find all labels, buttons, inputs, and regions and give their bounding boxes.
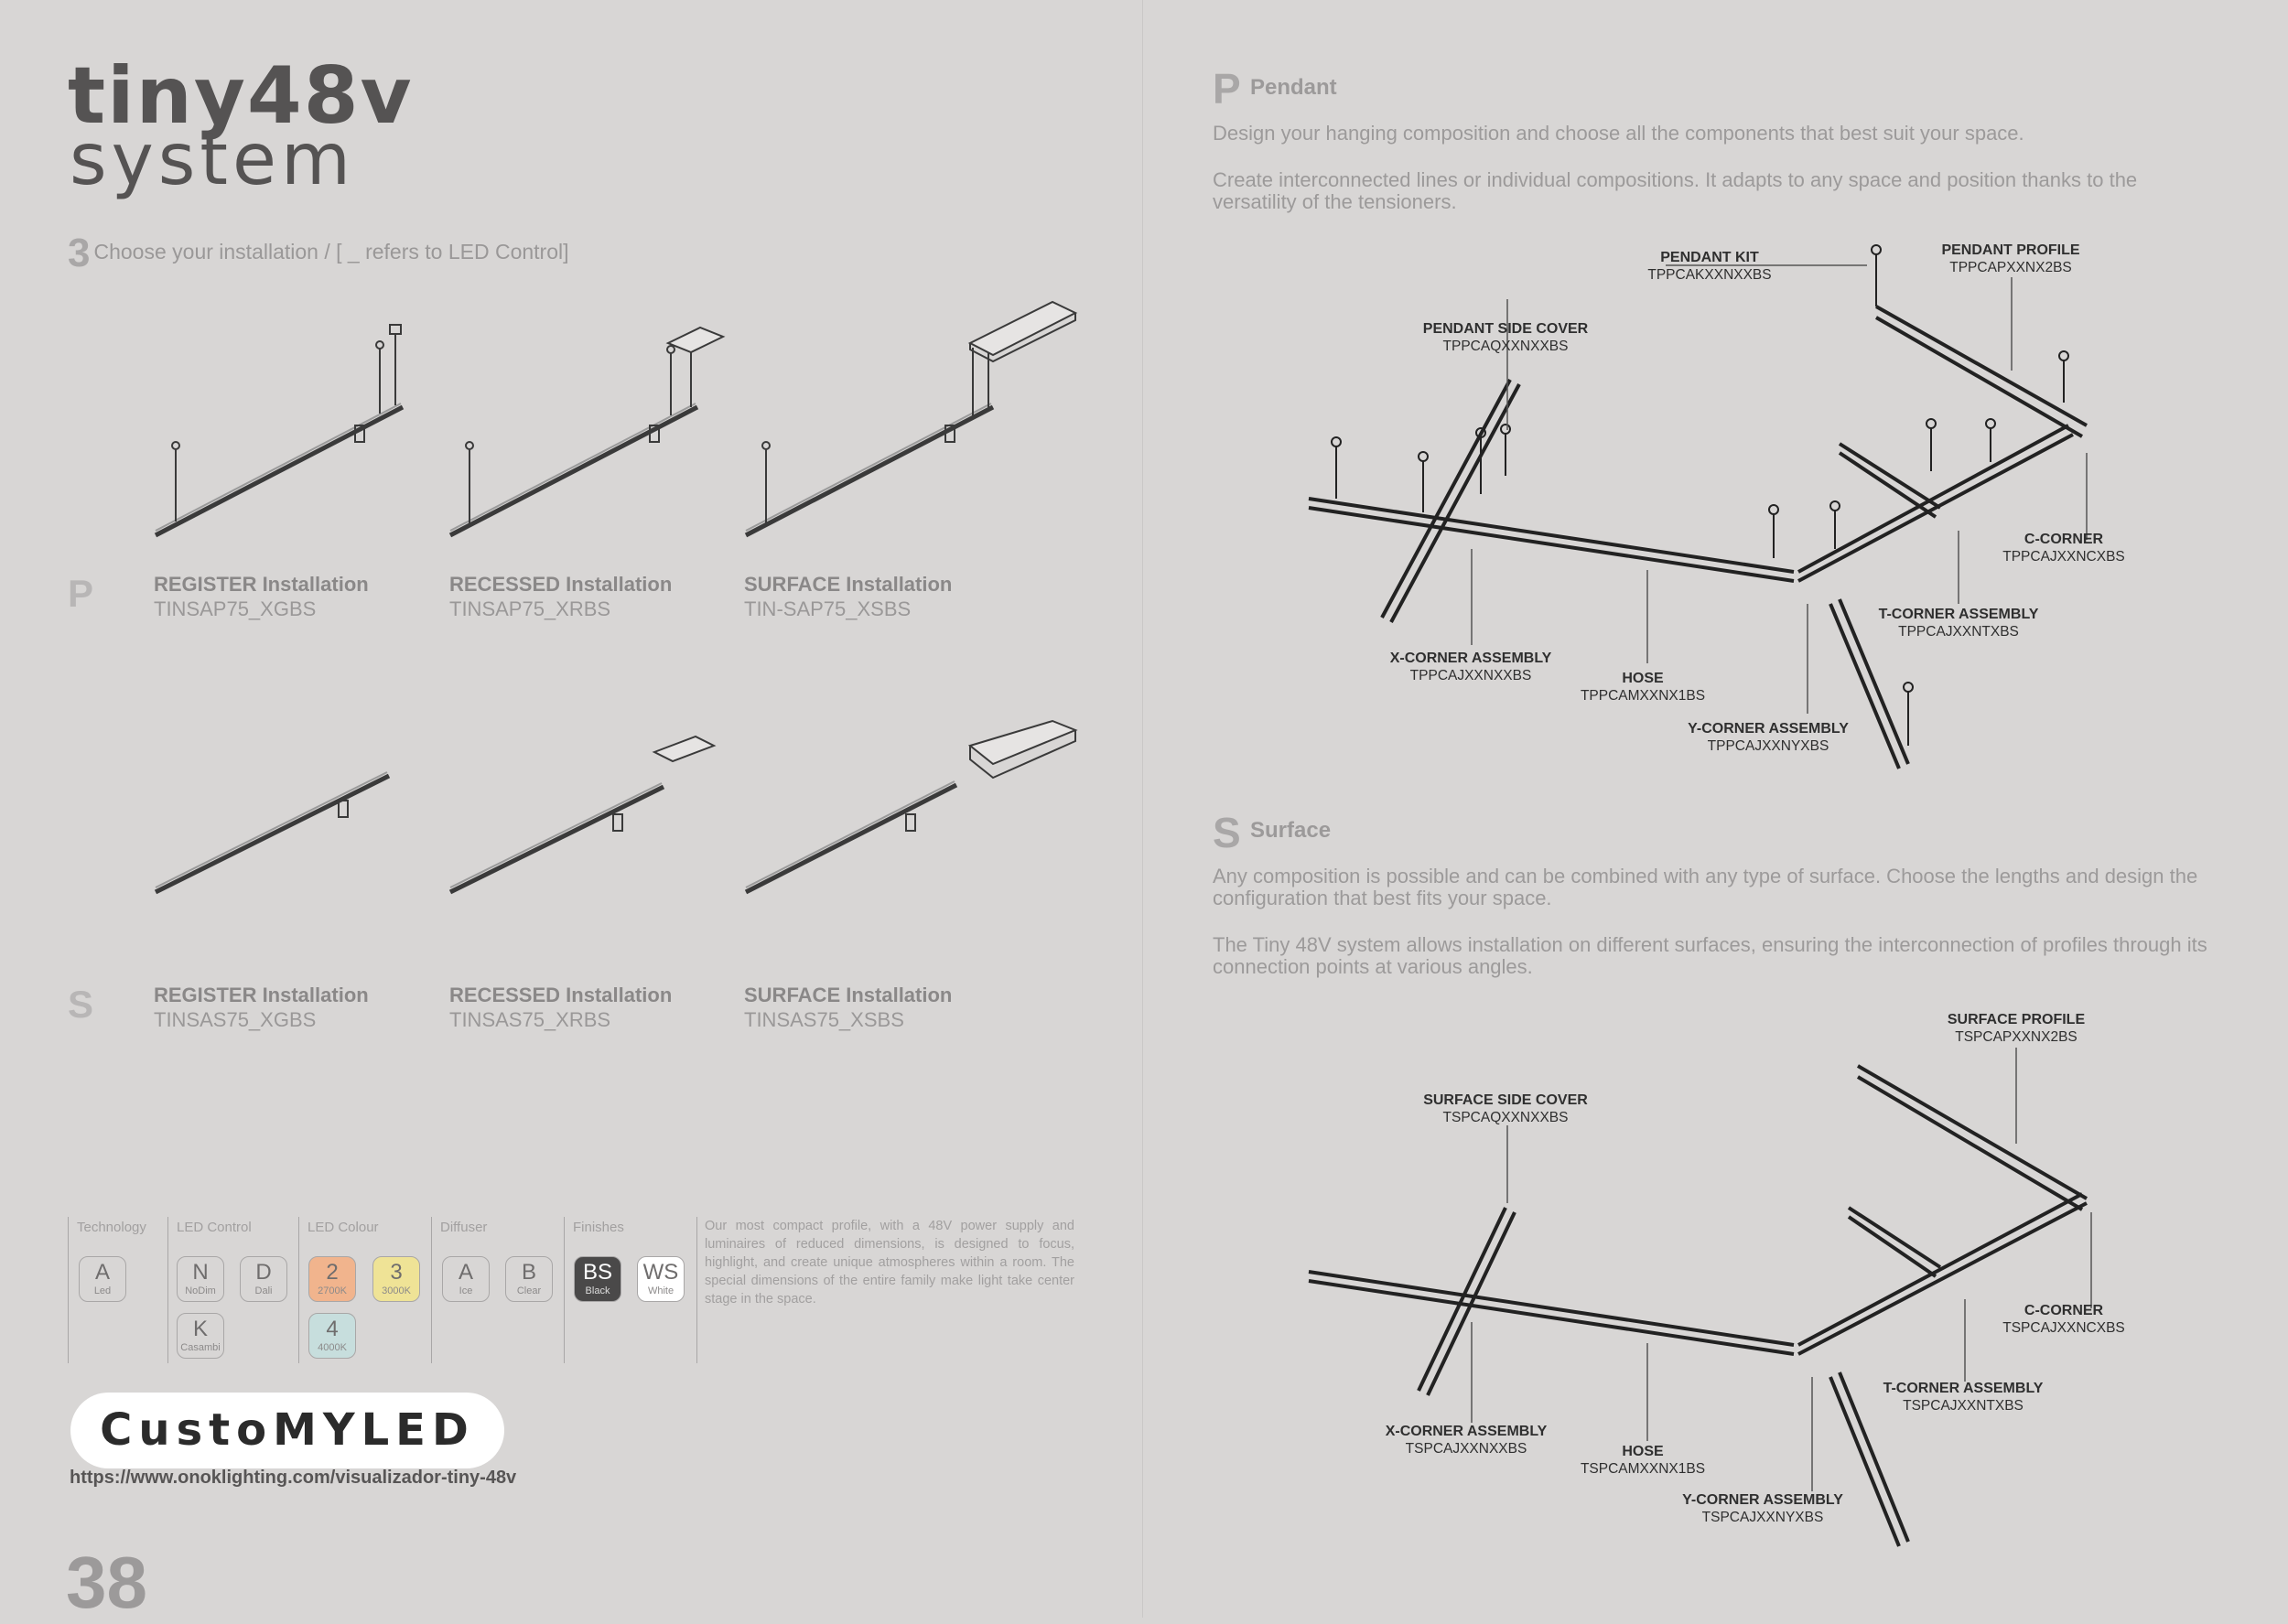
- illustration-surface-recessed: [439, 732, 732, 906]
- visualizer-link[interactable]: https://www.onoklighting.com/visualizador-tiny-48v: [70, 1468, 517, 1488]
- spec-col-technology: [68, 1217, 69, 1363]
- surface-para-1: Any composition is possible and can be combined with any type of surface. Choose the lengths and design the configuration that best fits your space.: [1213, 865, 2198, 909]
- label-surface-t-corner: T-CORNER ASSEMBLY TSPCAJXXNTXBS: [1883, 1381, 2044, 1414]
- label-pendant-hose: HOSE TPPCAMXXNX1BS: [1580, 671, 1706, 704]
- section-title-pendant: Pendant: [1250, 75, 1337, 100]
- section-title-surface: Surface: [1250, 818, 1332, 843]
- customyled-button[interactable]: CustoMYLED: [70, 1393, 504, 1468]
- label-pendant-c-corner: C-CORNER TPPCAJXXNCXBS: [2002, 532, 2125, 565]
- row-letter-pendant: P: [68, 572, 94, 615]
- pendant-para-1: Design your hanging composition and choose all the components that best suit your space.: [1213, 122, 2024, 145]
- label-surface-c-corner: C-CORNER TSPCAJXXNCXBS: [2002, 1303, 2125, 1336]
- label-pendant-side-cover: PENDANT SIDE COVER TPPCAQXXNXXBS: [1422, 321, 1589, 354]
- chip-led-colour-3000k: 3 3000K: [372, 1256, 420, 1302]
- illustration-pendant-register: [146, 311, 421, 549]
- label-surface-side-cover: SURFACE SIDE COVER TSPCAQXXNXXBS: [1423, 1092, 1588, 1125]
- brand-title: tiny48v: [68, 50, 414, 142]
- step-heading: [68, 231, 569, 276]
- install-pendant-recessed: RECESSED Installation TINSAP75_XRBS: [449, 573, 673, 620]
- install-surface-recessed: RECESSED Installation TINSAS75_XRBS: [449, 984, 673, 1031]
- install-surface-register: REGISTER Installation TINSAS75_XGBS: [154, 984, 369, 1031]
- chip-technology-led: A Led: [79, 1256, 126, 1302]
- label-pendant-kit: PENDANT KIT TPPCAKXXNXXBS: [1647, 250, 1772, 283]
- spec-col-description: [696, 1217, 697, 1363]
- pendant-system-diagram: [1300, 233, 2123, 782]
- chip-finish-white: WS White: [637, 1256, 685, 1302]
- row-letter-surface: S: [68, 983, 94, 1026]
- spec-col-diffuser: [431, 1217, 432, 1363]
- install-pendant-surface: SURFACE Installation TIN-SAP75_XSBS: [744, 573, 953, 620]
- chip-diffuser-clear: B Clear: [505, 1256, 553, 1302]
- surface-system-diagram: [1300, 1006, 2123, 1555]
- spec-col-led-control: [167, 1217, 168, 1363]
- label-pendant-profile: PENDANT PROFILE TPPCAPXXNX2BS: [1941, 242, 2080, 275]
- install-pendant-register: REGISTER Installation TINSAP75_XGBS: [154, 573, 369, 620]
- spec-title-led-control: LED Control: [177, 1220, 252, 1235]
- pendant-para-2: Create interconnected lines or individual compositions. It adapts to any space and position thanks to the versatility of the tensioners.: [1213, 168, 2138, 213]
- chip-led-control-casambi: K Casambi: [177, 1313, 224, 1359]
- page-number: 38: [66, 1542, 147, 1623]
- chip-diffuser-ice: A Ice: [442, 1256, 490, 1302]
- chip-led-colour-2700k: 2 2700K: [308, 1256, 356, 1302]
- page-spread-divider: [1142, 0, 1143, 1618]
- illustration-pendant-recessed: [439, 311, 732, 549]
- chip-led-control-nodim: N NoDim: [177, 1256, 224, 1302]
- label-pendant-t-corner: T-CORNER ASSEMBLY TPPCAJXXNTXBS: [1878, 607, 2039, 640]
- spec-col-led-colour: [298, 1217, 299, 1363]
- label-pendant-y-corner: Y-CORNER ASSEMBLY TPPCAJXXNYXBS: [1688, 721, 1849, 754]
- install-surface-surface: SURFACE Installation TINSAS75_XSBS: [744, 984, 953, 1031]
- surface-para-2: The Tiny 48V system allows installation on different surfaces, ensuring the interconnection of profiles through its connection points at various angles.: [1213, 933, 2207, 978]
- label-surface-hose: HOSE TSPCAMXXNX1BS: [1580, 1444, 1706, 1477]
- product-description: Our most compact profile, with a 48V power supply and luminaires of reduced dimensions, is designed to focus, highlight, and create unique atmospheres within a room. The special dimensions of the entire family make light take center stage in the space.: [705, 1219, 1074, 1307]
- illustration-pendant-surface: [737, 293, 1085, 549]
- chip-finish-black: BS Black: [574, 1256, 621, 1302]
- illustration-surface-surface: [737, 714, 1085, 906]
- spec-title-diffuser: Diffuser: [440, 1220, 488, 1235]
- spec-title-technology: Technology: [77, 1220, 146, 1235]
- label-surface-x-corner: X-CORNER ASSEMBLY TSPCAJXXNXXBS: [1385, 1424, 1548, 1457]
- label-surface-profile: SURFACE PROFILE TSPCAPXXNX2BS: [1947, 1012, 2086, 1045]
- label-pendant-x-corner: X-CORNER ASSEMBLY TPPCAJXXNXXBS: [1389, 651, 1552, 683]
- spec-col-finishes: [564, 1217, 565, 1363]
- spec-title-finishes: Finishes: [573, 1220, 624, 1235]
- step-number: 3: [68, 231, 91, 275]
- chip-led-colour-4000k: 4 4000K: [308, 1313, 356, 1359]
- spec-title-led-colour: LED Colour: [308, 1220, 379, 1235]
- step-text: Choose your installation / [ _ refers to LED Control]: [93, 240, 569, 264]
- brand-subtitle: system: [70, 119, 355, 201]
- chip-led-control-dali: D Dali: [240, 1256, 287, 1302]
- section-letter-pendant: P: [1213, 65, 1241, 113]
- label-surface-y-corner: Y-CORNER ASSEMBLY TSPCAJXXNYXBS: [1682, 1492, 1843, 1525]
- illustration-surface-register: [146, 750, 421, 906]
- section-letter-surface: S: [1213, 809, 1241, 856]
